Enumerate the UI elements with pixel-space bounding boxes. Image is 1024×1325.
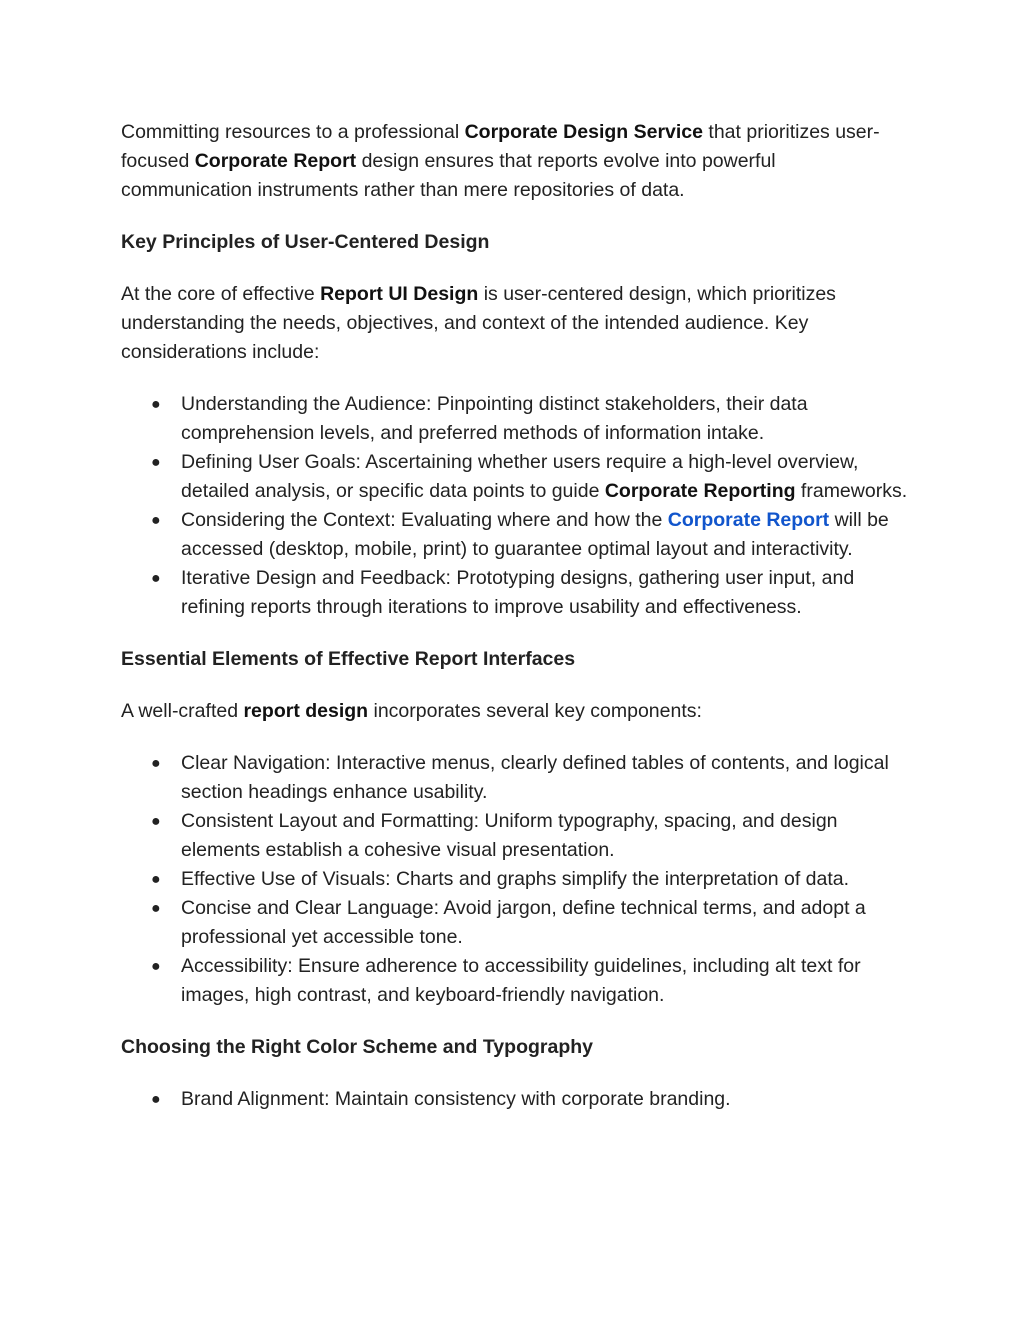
intro-bold-corporate-design-service: Corporate Design Service — [464, 121, 703, 143]
document-body — [121, 118, 911, 1137]
list-item-text: Considering the Context: Evaluating where and how the — [181, 509, 668, 531]
bullet-icon: ● — [151, 958, 161, 975]
intro-text: design ensures that reports evolve into powerful communication instruments rather than mere repositories of data. — [121, 150, 776, 201]
list-item — [121, 865, 911, 894]
intro-bold-corporate-report: Corporate Report — [194, 150, 357, 172]
section2-bold-report-design: report design — [243, 700, 369, 722]
section2-text: A well-crafted — [121, 700, 244, 722]
list-item — [121, 448, 911, 506]
section2-bullet-list — [121, 749, 911, 1010]
list-item-text: Effective Use of Visuals: Charts and graphs simplify the interpretation of data. — [181, 868, 850, 890]
bullet-icon: ● — [151, 1091, 161, 1108]
list-item-text: Defining User Goals: Ascertaining whether users require a high-level overview, detailed analysis, or specific data points to guide — [181, 451, 859, 502]
list-item-text: Consistent Layout and Formatting: Uniform typography, spacing, and design elements establish a cohesive visual presentation. — [181, 810, 838, 861]
section-heading-color-scheme: Choosing the Right Color Scheme and Typography — [121, 1036, 593, 1058]
bullet-icon: ● — [151, 396, 161, 413]
bullet-icon: ● — [151, 813, 161, 830]
section1-paragraph — [121, 280, 911, 367]
list-item-text: Clear Navigation: Interactive menus, clearly defined tables of contents, and logical section headings enhance usability. — [181, 752, 889, 803]
list-item — [121, 390, 911, 448]
list-item — [121, 1085, 911, 1114]
list-item — [121, 807, 911, 865]
bold-corporate-reporting: Corporate Reporting — [604, 480, 796, 502]
list-item — [121, 506, 911, 564]
list-item — [121, 564, 911, 622]
bullet-icon: ● — [151, 570, 161, 587]
section-heading-essential-elements: Essential Elements of Effective Report Interfaces — [121, 648, 576, 670]
corporate-report-link[interactable]: Corporate Report — [667, 509, 830, 531]
list-item-text: Accessibility: Ensure adherence to accessibility guidelines, including alt text for images, high contrast, and keyboard-friendly navigation. — [181, 955, 861, 1006]
bullet-icon: ● — [151, 755, 161, 772]
list-item — [121, 952, 911, 1010]
list-item-text: will be accessed (desktop, mobile, print) to guarantee optimal layout and interactivity. — [181, 509, 889, 560]
bullet-icon: ● — [151, 512, 161, 529]
bullet-icon: ● — [151, 900, 161, 917]
intro-text: that prioritizes user-focused — [121, 121, 880, 172]
list-item-text: Understanding the Audience: Pinpointing distinct stakeholders, their data comprehension levels, and preferred methods of information intake. — [181, 393, 808, 444]
section1-text: At the core of effective — [121, 283, 321, 305]
list-item-text: Iterative Design and Feedback: Prototyping designs, gathering user input, and refining reports through iterations to improve usability and effectiveness. — [181, 567, 855, 618]
list-item-text: frameworks. — [795, 480, 908, 502]
section-heading-key-principles: Key Principles of User-Centered Design — [121, 231, 490, 253]
intro-text: Committing resources to a professional — [121, 121, 465, 143]
section2-text: incorporates several key components: — [368, 700, 702, 722]
list-item-text: Brand Alignment: Maintain consistency with corporate branding. — [181, 1088, 731, 1110]
section2-paragraph — [121, 697, 911, 726]
intro-paragraph — [121, 118, 911, 205]
bullet-icon: ● — [151, 871, 161, 888]
section3-bullet-list — [121, 1085, 911, 1114]
list-item — [121, 749, 911, 807]
section1-bullet-list — [121, 390, 911, 622]
section1-text: is user-centered design, which prioritizes understanding the needs, objectives, and context of the intended audience. Key considerations include: — [121, 283, 836, 363]
bullet-icon: ● — [151, 454, 161, 471]
list-item — [121, 894, 911, 952]
list-item-text: Concise and Clear Language: Avoid jargon, define technical terms, and adopt a professional yet accessible tone. — [181, 897, 866, 948]
section1-bold-report-ui-design: Report UI Design — [320, 283, 479, 305]
